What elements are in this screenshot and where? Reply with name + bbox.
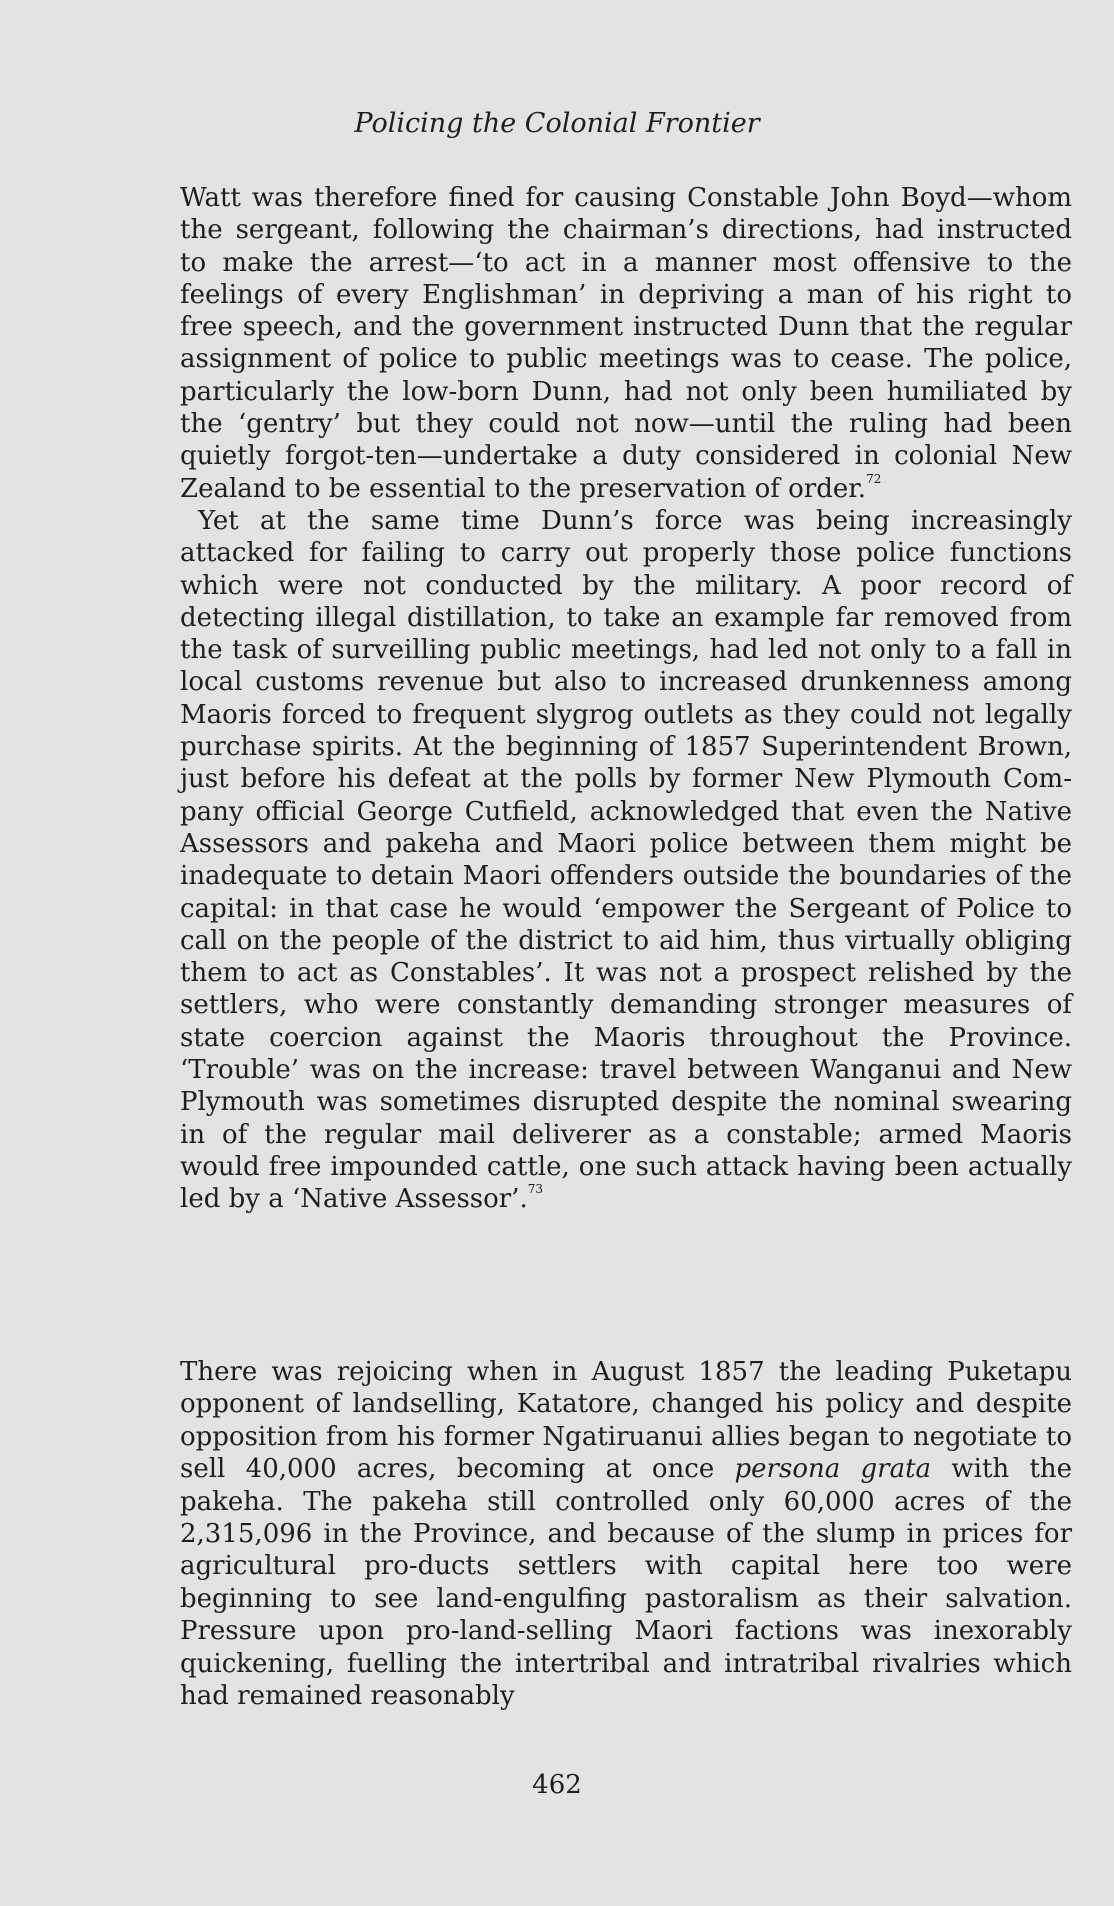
paragraph-3-text-after: with the pakeha. The pakeha still controlled only 60,000 acres of the 2,315,096 in the Province, and because of the slump in prices for agricultural pro-ducts settlers with capital here too were beginning to see land-engulfing pastoralism as their salvation. Pressure upon pro-land-selling Maori factions was inexorably quickening, fuelling the intertribal and intratribal rivalries which had remained reasonably — [180, 1454, 1073, 1712]
running-header: Policing the Colonial Frontier — [354, 108, 760, 139]
paragraph-2-text: Yet at the same time Dunn’s force was being increasingly attacked for failing to carry out properly those police functions which were not conducted by the military. A poor record of detecting illegal distillation, to take an example far removed from the task of surveilling public meetings, had led not only to a fall in local customs revenue but also to increased drunkenness among Maoris forced to frequent slygrog outlets as they could not legally purchase spirits. At the beginning of 1857 Superintendent Brown, just before his defeat at the polls by former New Plymouth Com-pany official George Cutfield, acknowledged that even the Native Assessors and pakeha and Maori police between them might be inadequate to detain Maori offenders outside the boundaries of the capital: in that case he would ‘empower the Sergeant of Police to call on the people of the district to aid him, thus virtually obliging them to act as Constables’. It was not a prospect relished by the settlers, who were constantly demanding stronger measures of state coercion against the Maoris throughout the Province. ‘Trouble’ was on the increase: travel between Wanganui and New Plymouth was sometimes disrupted despite the nominal swearing in of the regular mail deliverer as a constable; armed Maoris would free impounded cattle, one such attack having been actually led by a ‘Native Assessor’. — [180, 505, 1072, 1215]
paragraph-3-emphasis: persona grata — [734, 1454, 932, 1485]
paragraph-2 — [180, 505, 1072, 1216]
paragraph-3-text-before: There was rejoicing when in August 1857 the leading Puketapu opponent of landselling, Katatore, changed his policy and despite opposition from his former Ngatiruanui allies began to negotiate to sell 40,000 acres, becoming at once — [180, 1357, 1072, 1485]
paragraph-1 — [180, 182, 1072, 505]
page-number: 462 — [532, 1770, 582, 1800]
text-block-top — [180, 182, 1072, 1216]
footnote-ref-72: 72 — [866, 471, 882, 486]
paragraph-1-text: Watt was therefore fined for causing Constable John Boyd—whom the sergeant, following the chairman’s directions, had instructed to make the arrest—‘to act in a manner most offensive to the feelings of every Englishman’ in depriving a man of his right to free speech, and the government instructed Dunn that the regular assignment of police to public meetings was to cease. The police, particularly the low-born Dunn, had not only been humiliated by the ‘gentry’ but they could not now—until the ruling had been quietly forgot-ten—undertake a duty considered in colonial New Zealand to be essential to the preservation of order. — [180, 183, 1072, 504]
footnote-ref-73: 73 — [527, 1182, 544, 1197]
text-block-bottom — [180, 1356, 1072, 1712]
paragraph-3 — [180, 1356, 1072, 1712]
